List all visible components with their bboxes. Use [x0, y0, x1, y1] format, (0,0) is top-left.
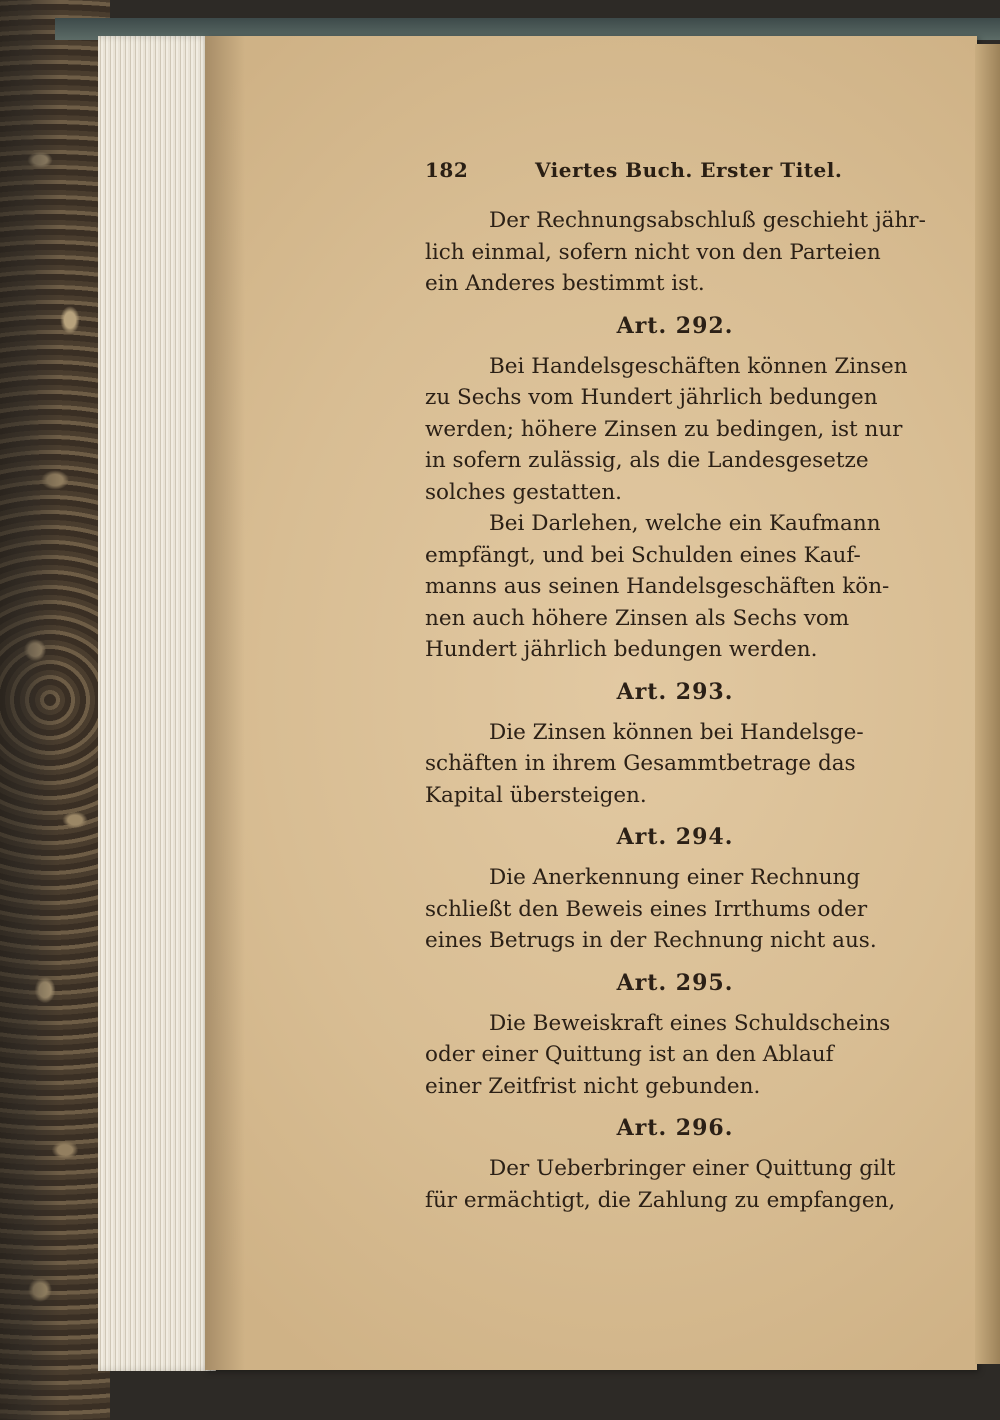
text-line: Kapital übersteigen. — [425, 782, 647, 808]
paragraph — [425, 717, 925, 812]
article-heading: Art. 292. — [616, 312, 734, 339]
running-title: Viertes Buch. Erster Titel. — [535, 158, 843, 182]
text-line: Der Rechnungsabschluß geschieht jähr- — [489, 208, 926, 233]
text-line: in sofern zulässig, als die Landesgesetze — [425, 448, 869, 473]
paragraph — [425, 205, 925, 300]
paragraph — [425, 508, 925, 666]
text-line: schließt den Beweis eines Irrthums oder — [425, 896, 868, 922]
facing-page-edge — [975, 44, 1000, 1364]
text-line: Die Beweiskraft eines Schuldscheins — [489, 1010, 891, 1036]
cover-edge-shadow — [0, 0, 60, 1420]
running-head — [425, 150, 845, 186]
page-number: 182 — [425, 158, 469, 182]
text-line: ein Anderes bestimmt ist. — [425, 271, 705, 296]
text-line: Die Zinsen können bei Handelsge- — [489, 719, 864, 745]
text-line: empfängt, und bei Schulden eines Kauf- — [425, 542, 861, 568]
article-heading: Art. 293. — [616, 678, 734, 705]
text-line: für ermächtigt, die Zahlung zu empfangen, — [425, 1187, 896, 1213]
article-heading: Art. 296. — [616, 1115, 734, 1141]
page-text — [425, 205, 925, 1216]
article-heading: Art. 294. — [616, 824, 734, 850]
paragraph — [425, 1153, 925, 1216]
text-line: eines Betrugs in der Rechnung nicht aus. — [425, 928, 877, 953]
paragraph — [425, 1008, 925, 1103]
text-line: oder einer Quittung ist an den Ablauf — [425, 1042, 834, 1067]
text-line: solches gestatten. — [425, 479, 622, 505]
text-line: Hundert jährlich bedungen werden. — [425, 637, 818, 662]
text-line: werden; höhere Zinsen zu bedingen, ist nur — [425, 416, 903, 442]
text-line: zu Sechs vom Hundert jährlich bedungen — [425, 385, 878, 410]
gutter-shadow — [205, 36, 245, 1370]
article-heading: Art. 295. — [616, 969, 734, 996]
text-line: Bei Handelsgeschäften können Zinsen — [489, 353, 908, 379]
text-line: Die Anerkennung einer Rechnung — [489, 865, 861, 890]
text-line: schäften in ihrem Gesammtbetrage das — [425, 751, 856, 776]
paragraph — [425, 862, 925, 957]
page-block-edges — [98, 36, 216, 1371]
text-line: einer Zeitfrist nicht gebunden. — [425, 1073, 761, 1099]
text-line: nen auch höhere Zinsen als Sechs vom — [425, 605, 850, 631]
text-line: manns aus seinen Handelsgeschäften kön- — [425, 574, 890, 599]
text-line: Der Ueberbringer einer Quittung gilt — [489, 1156, 896, 1181]
paragraph — [425, 351, 925, 509]
text-line: lich einmal, sofern nicht von den Parteien — [425, 239, 881, 265]
text-line: Bei Darlehen, welche ein Kaufmann — [489, 511, 881, 536]
